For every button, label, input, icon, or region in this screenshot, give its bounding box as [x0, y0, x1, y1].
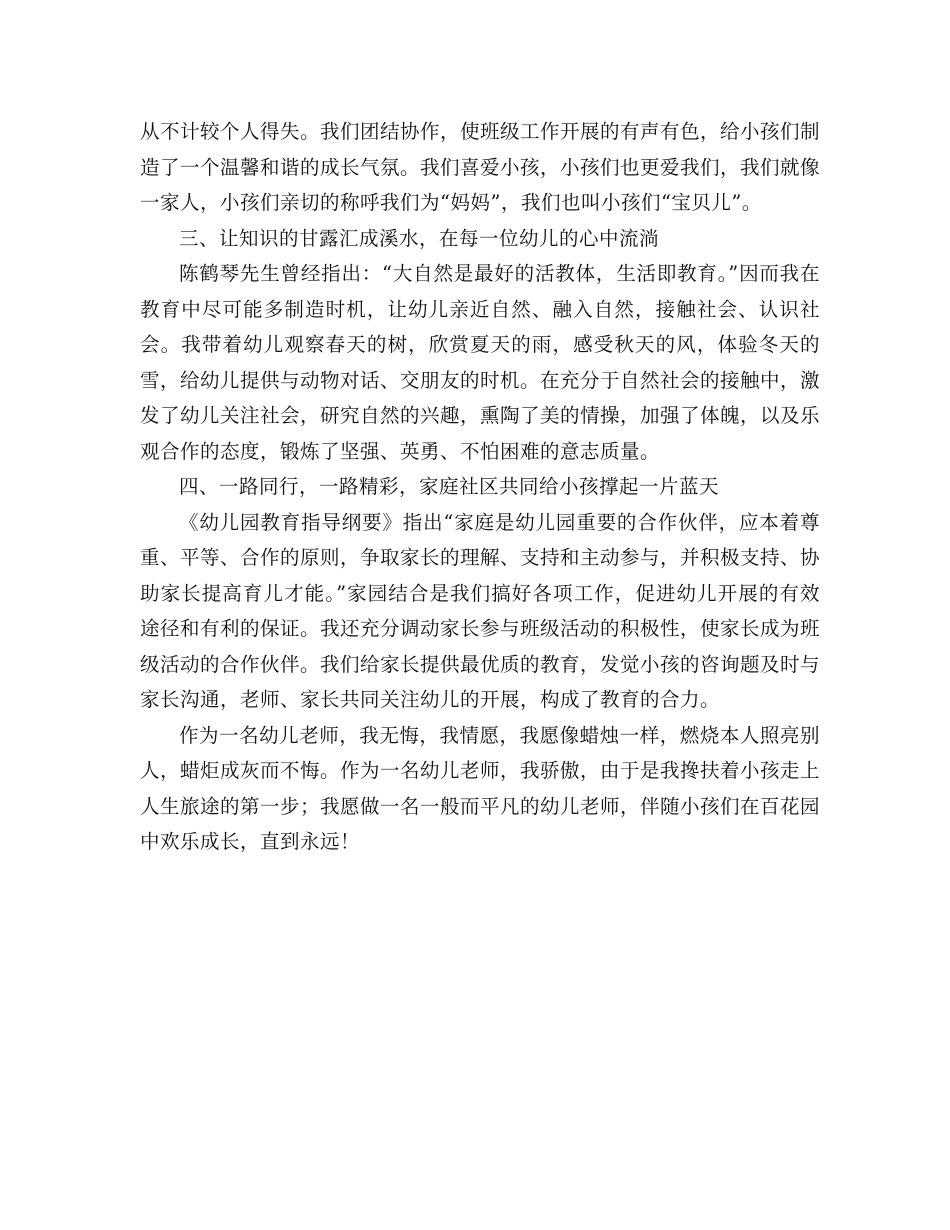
paragraph-family-cooperation: 《幼儿园教育指导纲要》指出“家庭是幼儿园重要的合作伙伴，应本着尊重、平等、合作的原则，争取家长的理解、支持和主动参与，并积极支持、协助家长提高育儿才能。”家园结合是我们搞好各项工作，促进幼儿开展的有效途径和有利的保证。我还充分调动家长参与班级活动的积极性，使家长成为班级活动的合作伙伴。我们给家长提供最优质的教育，发觉小孩的咨询题及时与家长沟通，老师、家长共同关注幼儿的开展，构成了教育的合力。	[140, 510, 821, 711]
paragraph-conclusion: 作为一名幼儿老师，我无悔，我情愿，我愿像蜡烛一样，燃烧本人照亮别人，蜡炬成灰而不悔。作为一名幼儿老师，我骄傲，由于是我搀扶着小孩走上人生旅途的第一步；我愿做一名一般而平凡的幼儿老师，伴随小孩们在百花园中欢乐成长，直到永远！	[140, 723, 821, 853]
paragraph-continuation: 从不计较个人得失。我们团结协作，使班级工作开展的有声有色，给小孩们制造了一个温馨和谐的成长气氛。我们喜爱小孩，小孩们也更爱我们，我们就像一家人，小孩们亲切的称呼我们为“妈妈”，我们也叫小孩们“宝贝儿”。	[140, 120, 821, 214]
section-heading-3: 三、让知识的甘露汇成溪水，在每一位幼儿的心中流淌	[179, 226, 660, 250]
document-body	[140, 114, 820, 860]
section-heading-4: 四、一路同行，一路精彩，家庭社区共同给小孩撑起一片蓝天	[179, 475, 720, 498]
paragraph-nature-education: 陈鹤琴先生曾经指出：“大自然是最好的活教体，生活即教育。”因而我在教育中尽可能多制造时机，让幼儿亲近自然、融入自然，接触社会、认识社会。我带着幼儿观察春天的树，欣赏夏天的雨，感受秋天的风，体验冬天的雪，给幼儿提供与动物对话、交朋友的时机。在充分于自然社会的接触中，激发了幼儿关注社会，研究自然的兴趣，熏陶了美的情操，加强了体魄，以及乐观合作的态度，锻炼了坚强、英勇、不怕困难的意志质量。	[140, 262, 821, 463]
